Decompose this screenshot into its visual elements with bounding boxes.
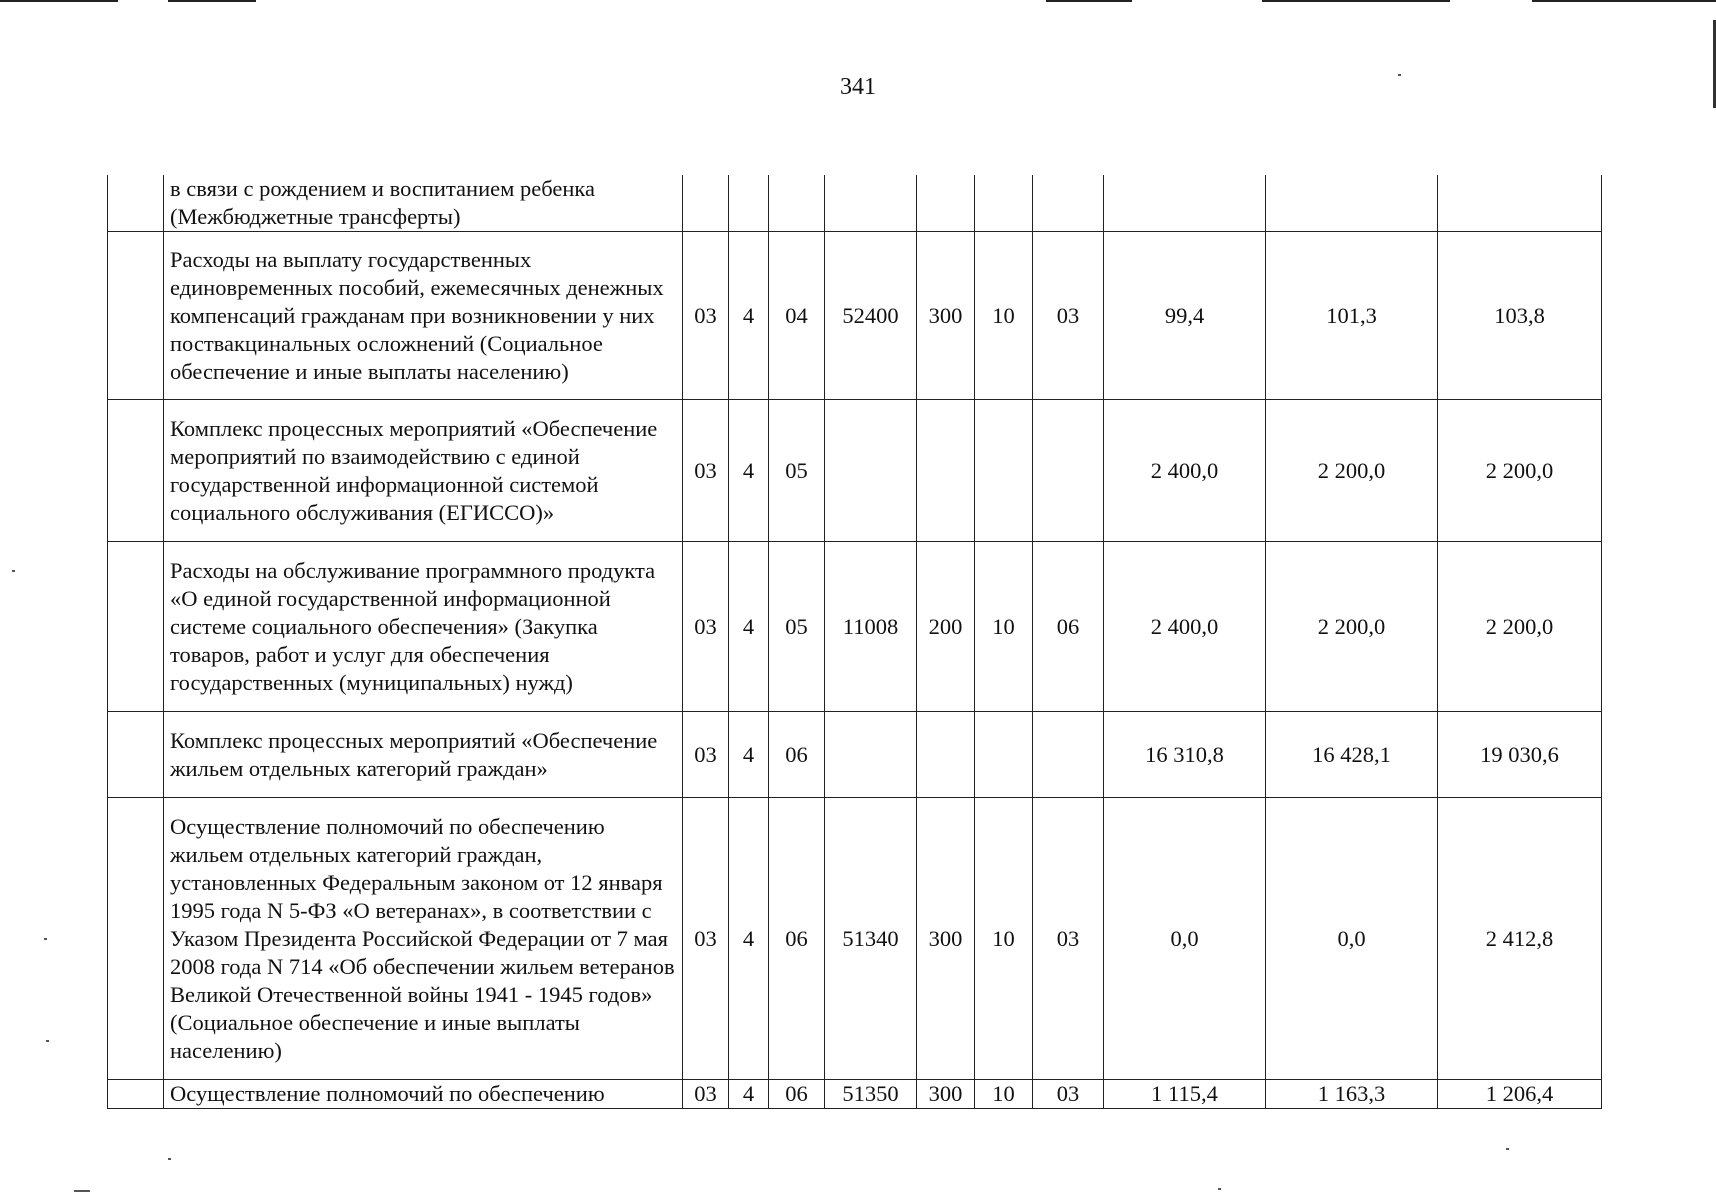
code-cell: 03 [683, 400, 729, 542]
amount-cell: 2 412,8 [1438, 798, 1602, 1080]
amount-cell [1266, 175, 1438, 232]
table-row [108, 175, 1602, 232]
scan-artifact-line [1262, 0, 1450, 2]
table-row [108, 232, 1602, 400]
code-cell: 4 [729, 1080, 769, 1109]
code-cell: 03 [1033, 798, 1104, 1080]
code-cell: 4 [729, 542, 769, 712]
amount-cell: 103,8 [1438, 232, 1602, 400]
table-row [108, 400, 1602, 542]
code-cell: 4 [729, 232, 769, 400]
row-index-cell [108, 542, 164, 712]
code-cell [769, 175, 825, 232]
amount-cell: 101,3 [1266, 232, 1438, 400]
code-cell: 06 [769, 1080, 825, 1109]
amount-cell [1104, 175, 1266, 232]
code-cell: 300 [917, 798, 975, 1080]
amount-cell: 16 428,1 [1266, 712, 1438, 798]
row-name: Расходы на обслуживание программного продукта «О единой государственной информационной системе социального обеспечения» (Закупка товаров, работ и услуг для обеспечения государственных (муниципальных) нужд) [164, 542, 683, 712]
amount-cell: 2 200,0 [1266, 400, 1438, 542]
amount-cell: 0,0 [1266, 798, 1438, 1080]
code-cell: 06 [769, 798, 825, 1080]
table-row [108, 1080, 1602, 1109]
code-cell [975, 712, 1033, 798]
code-cell: 10 [975, 542, 1033, 712]
row-name: Комплекс процессных мероприятий «Обеспечение жильем отдельных категорий граждан» [164, 712, 683, 798]
code-cell: 03 [683, 798, 729, 1080]
code-cell: 10 [975, 798, 1033, 1080]
scan-artifact-line [168, 0, 256, 2]
code-cell [1033, 175, 1104, 232]
code-cell [917, 175, 975, 232]
code-cell [683, 175, 729, 232]
code-cell [1033, 712, 1104, 798]
code-cell [825, 175, 917, 232]
code-cell: 05 [769, 400, 825, 542]
code-cell [1033, 400, 1104, 542]
code-cell: 05 [769, 542, 825, 712]
amount-cell: 2 400,0 [1104, 400, 1266, 542]
amount-cell: 2 400,0 [1104, 542, 1266, 712]
code-cell [825, 400, 917, 542]
row-name: Комплекс процессных мероприятий «Обеспечение мероприятий по взаимодействию с единой государственной информационной системой социального обслуживания (ЕГИССО)» [164, 400, 683, 542]
amount-cell: 2 200,0 [1266, 542, 1438, 712]
code-cell: 200 [917, 542, 975, 712]
code-cell [917, 712, 975, 798]
amount-cell: 1 206,4 [1438, 1080, 1602, 1109]
code-cell: 4 [729, 400, 769, 542]
code-cell: 03 [1033, 232, 1104, 400]
code-cell: 03 [683, 712, 729, 798]
code-cell: 04 [769, 232, 825, 400]
code-cell: 4 [729, 712, 769, 798]
scan-speck [1506, 1148, 1509, 1150]
amount-cell: 2 200,0 [1438, 542, 1602, 712]
scan-speck [168, 1158, 171, 1160]
amount-cell: 19 030,6 [1438, 712, 1602, 798]
row-name: в связи с рождением и воспитанием ребенка (Межбюджетные трансферты) [164, 175, 683, 232]
amount-cell: 0,0 [1104, 798, 1266, 1080]
code-cell: 300 [917, 232, 975, 400]
table-row [108, 542, 1602, 712]
code-cell: 52400 [825, 232, 917, 400]
scan-artifact-line [1046, 0, 1132, 2]
row-index-cell [108, 232, 164, 400]
code-cell: 4 [729, 798, 769, 1080]
code-cell [729, 175, 769, 232]
row-name: Осуществление полномочий по обеспечению [164, 1080, 683, 1109]
code-cell: 03 [1033, 1080, 1104, 1109]
page-number: 341 [840, 74, 876, 100]
amount-cell: 16 310,8 [1104, 712, 1266, 798]
row-index-cell [108, 400, 164, 542]
amount-cell: 2 200,0 [1438, 400, 1602, 542]
row-index-cell [108, 798, 164, 1080]
scan-speck [12, 570, 15, 572]
code-cell: 51350 [825, 1080, 917, 1109]
code-cell: 300 [917, 1080, 975, 1109]
code-cell: 03 [683, 232, 729, 400]
amount-cell: 1 163,3 [1266, 1080, 1438, 1109]
code-cell: 11008 [825, 542, 917, 712]
code-cell [917, 400, 975, 542]
scan-artifact-line [1532, 0, 1716, 2]
row-index-cell [108, 175, 164, 232]
table-row [108, 798, 1602, 1080]
scan-speck [74, 1190, 90, 1192]
scan-speck [1218, 1188, 1221, 1190]
code-cell: 06 [1033, 542, 1104, 712]
scan-speck [46, 1040, 49, 1042]
code-cell [825, 712, 917, 798]
code-cell: 51340 [825, 798, 917, 1080]
code-cell: 10 [975, 1080, 1033, 1109]
code-cell: 06 [769, 712, 825, 798]
code-cell [975, 400, 1033, 542]
code-cell: 03 [683, 542, 729, 712]
amount-cell [1438, 175, 1602, 232]
row-index-cell [108, 712, 164, 798]
amount-cell: 99,4 [1104, 232, 1266, 400]
amount-cell: 1 115,4 [1104, 1080, 1266, 1109]
code-cell: 10 [975, 232, 1033, 400]
row-index-cell [108, 1080, 164, 1109]
scan-artifact-line [0, 0, 118, 2]
code-cell: 03 [683, 1080, 729, 1109]
table-row [108, 712, 1602, 798]
row-name: Осуществление полномочий по обеспечению жильем отдельных категорий граждан, установленных Федеральным законом от 12 января 1995 года N 5-ФЗ «О ветеранах», в соответствии с Указом Президента Российской Федерации от 7 мая 2008 года N 714 «Об обеспечении жильем ветеранов Великой Отечественной войны 1941 - 1945 годов» (Социальное обеспечение и иные выплаты населению) [164, 798, 683, 1080]
budget-table [107, 175, 1602, 1109]
row-name: Расходы на выплату государственных единовременных пособий, ежемесячных денежных компенсаций гражданам при возникновении у них поствакцинальных осложнений (Социальное обеспечение и иные выплаты населению) [164, 232, 683, 400]
scan-speck [44, 938, 47, 940]
code-cell [975, 175, 1033, 232]
